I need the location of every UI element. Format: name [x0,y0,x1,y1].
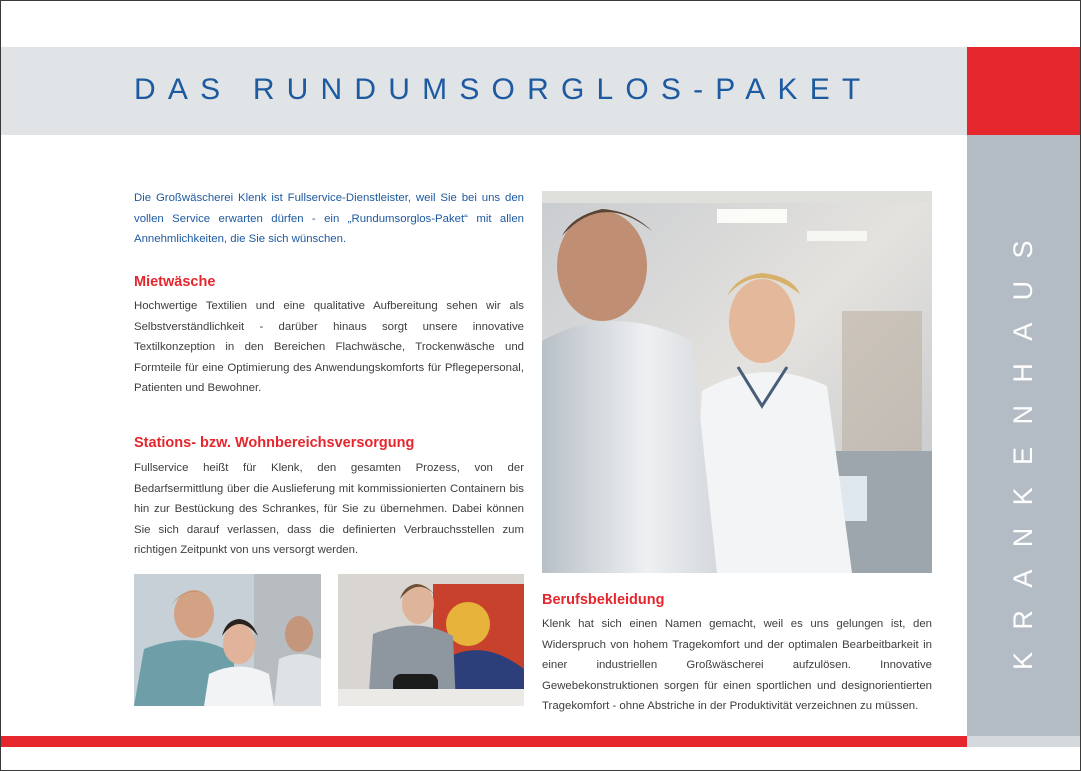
footer-grey-bar [967,736,1080,747]
intro-text: Die Großwäscherei Klenk ist Fullservice-Dienstleister, weil Sie bei uns den vollen Service erwarten dürfen - ein „Rundumsorglos-Paket“ mit allen Annehmlichkeiten, die Sie sich wünschen. [134,192,524,245]
heading-mietwaesche: Mietwäsche [134,274,216,290]
body-mietwaesche: Hochwertige Textilien und eine qualitative Aufbereitung sehen wir als Selbstverständlichkeit - darüber hinaus sorgt unsere innovative Textilkonzeption in den Bereichen Flachwäsche, Trockenwäsche und Formteile für eine Optimierung des Anwendungskomforts für Pflegepersonal, Patienten und Bewohner. [134,300,524,394]
photo-nurse-and-doctor [542,191,932,573]
footer-red-bar [1,736,967,747]
body-berufsbekleidung: Klenk hat sich einen Namen gemacht, weil es uns gelungen ist, den Widerspruch von hohem Tragekomfort und der optimalen Bearbeitbarkeit in einer industriellen Großwäscherei aufzulösen. Innovative Gewebekonstruktionen sorgen für einen sportlichen und designorientierten Tragekomfort - ohne Abstriche in der Produktivität verzeichnen zu müssen. [542,618,932,712]
heading-berufsbekleidung: Berufsbekleidung [542,592,665,608]
photo-medical-team [134,574,321,706]
page-title: DAS RUNDUMSORGLOS-PAKET [134,73,873,106]
body-stationsversorgung: Fullservice heißt für Klenk, den gesamten Prozess, von der Bedarfsermittlung über die Auslieferung mit kommissionierten Containern bis hin zur Bestückung des Schrankes, für Sie zu übernehmen. Dabei können Sie sich darauf verlassen, dass die definierten Verbrauchsstellen zum richtigen Zeitpunkt von uns versorgt werden. [134,462,524,556]
photo-nurse-serving [338,574,524,706]
heading-stationsversorgung: Stations- bzw. Wohnbereichsversorgung [134,435,415,451]
brand-red-block [967,47,1080,135]
side-section-label: KRANKENHAUS [1008,218,1038,670]
